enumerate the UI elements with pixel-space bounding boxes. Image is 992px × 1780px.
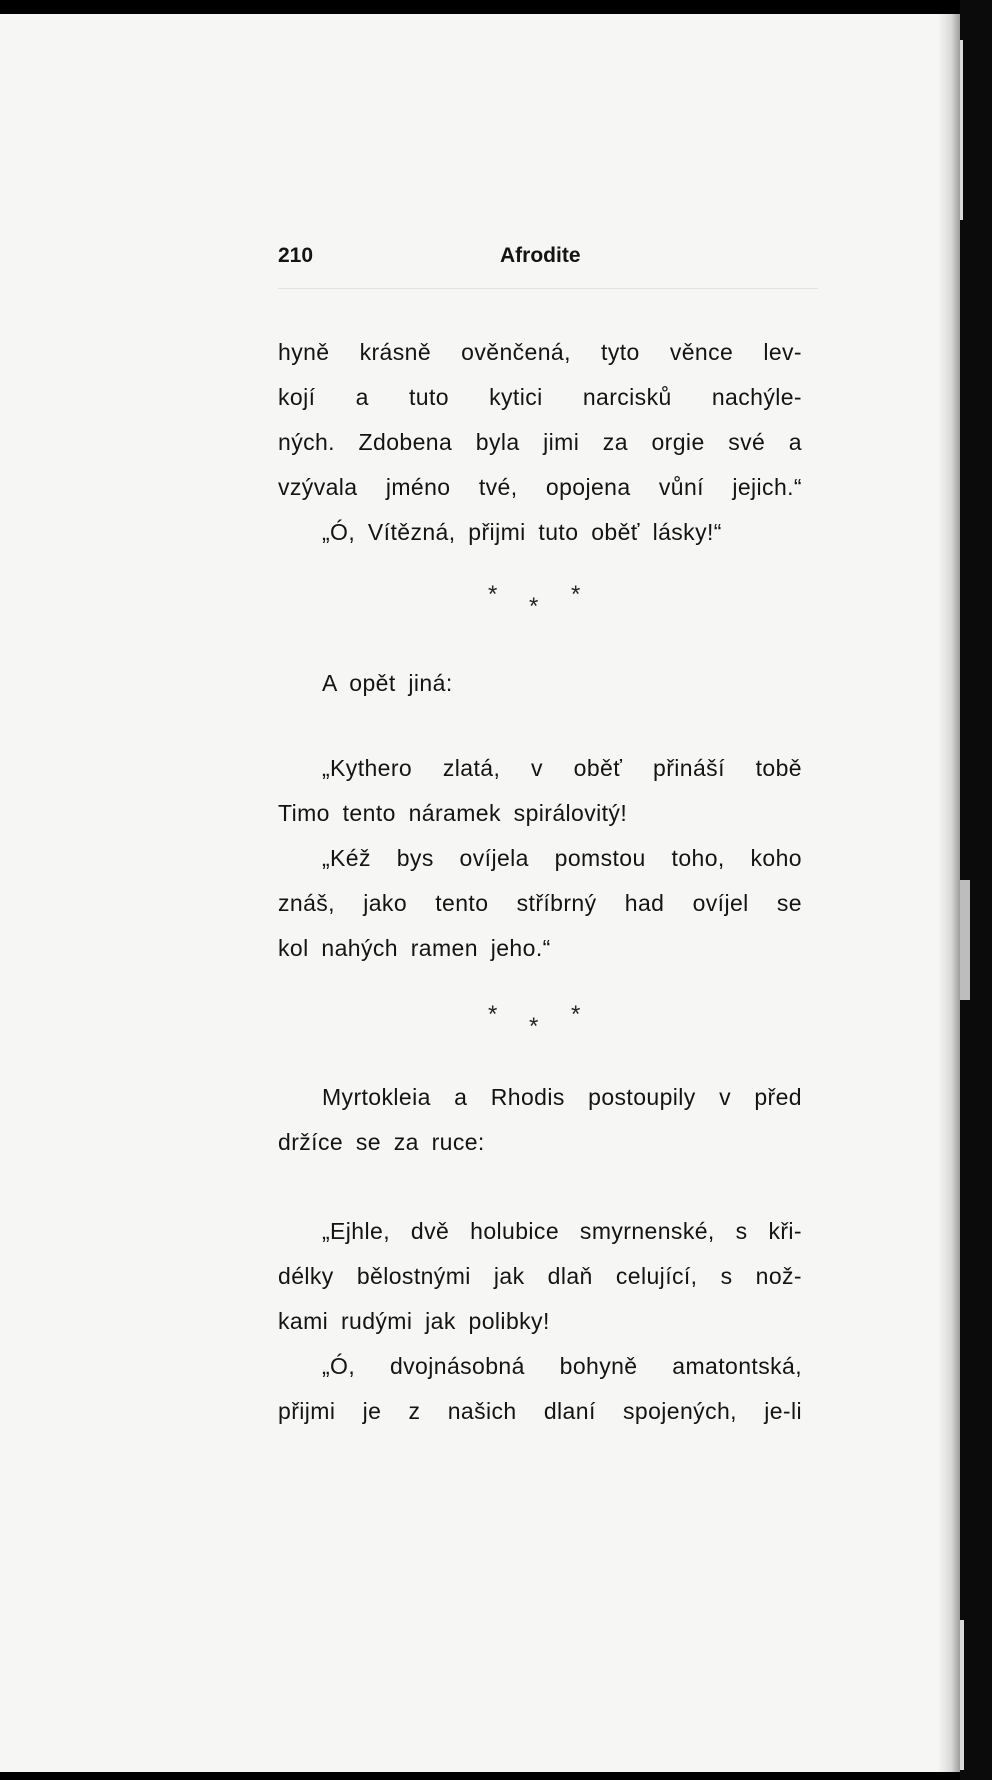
text-line: kami rudými jak polibky!: [278, 1308, 550, 1334]
paragraph: [278, 1344, 802, 1434]
book-page: [278, 240, 802, 1434]
page-edge-shadow: [938, 14, 960, 1772]
separator-star: *: [571, 581, 581, 608]
border-mark: [960, 1620, 964, 1770]
text-line: „Ó, Vítězná, přijmi tuto oběť lásky!“: [322, 519, 722, 545]
separator-star: *: [529, 1013, 539, 1040]
paragraph: [278, 1075, 802, 1165]
text-line: „Kythero zlatá, v oběť přináší tobě: [322, 755, 802, 781]
separator-star: *: [488, 1001, 498, 1028]
running-title: Afrodite: [500, 244, 581, 267]
border-mark: [960, 880, 970, 1000]
paragraph: [278, 1209, 802, 1344]
text-line: „Ó, dvojnásobná bohyně amatontská,: [322, 1353, 802, 1379]
separator-star: *: [529, 593, 539, 620]
paragraph: [278, 661, 802, 706]
header-rule: [278, 288, 818, 289]
text-line: kol nahých ramen jeho.“: [278, 935, 551, 961]
page-header: [278, 240, 802, 274]
paragraph: [278, 836, 802, 971]
text-line: „Kéž bys ovíjela pomstou toho, koho: [322, 845, 802, 871]
border-mark: [960, 40, 963, 220]
section-separator: [278, 577, 802, 620]
text-line: přijmi je z našich dlaní spojených, je-li: [278, 1398, 802, 1424]
paragraph: [278, 330, 802, 510]
text-line: A opět jiná:: [322, 670, 453, 696]
separator-star: *: [488, 581, 498, 608]
paragraph: [278, 746, 802, 836]
paragraph: [278, 510, 802, 555]
text-line: délky bělostnými jak dlaň celující, s nož-: [278, 1263, 802, 1289]
scanner-border: [960, 0, 992, 1780]
text-line: znáš, jako tento stříbrný had ovíjel se: [278, 890, 802, 916]
text-line: Timo tento náramek spirálovitý!: [278, 800, 628, 826]
text-line: „Ejhle, dvě holubice smyrnenské, s kři-: [322, 1218, 802, 1244]
page-number: 210: [278, 244, 314, 267]
text-line: hyně krásně ověnčená, tyto věnce lev-: [278, 339, 802, 365]
text-line: ných. Zdobena byla jimi za orgie své a: [278, 429, 802, 455]
text-line: vzývala jméno tvé, opojena vůní jejich.“: [278, 474, 802, 500]
text-line: Myrtokleia a Rhodis postoupily v před: [322, 1084, 802, 1110]
separator-star: *: [571, 1001, 581, 1028]
text-line: kojí a tuto kytici narcisků nachýle-: [278, 384, 802, 410]
text-line: držíce se za ruce:: [278, 1129, 485, 1155]
section-separator: [278, 997, 802, 1040]
